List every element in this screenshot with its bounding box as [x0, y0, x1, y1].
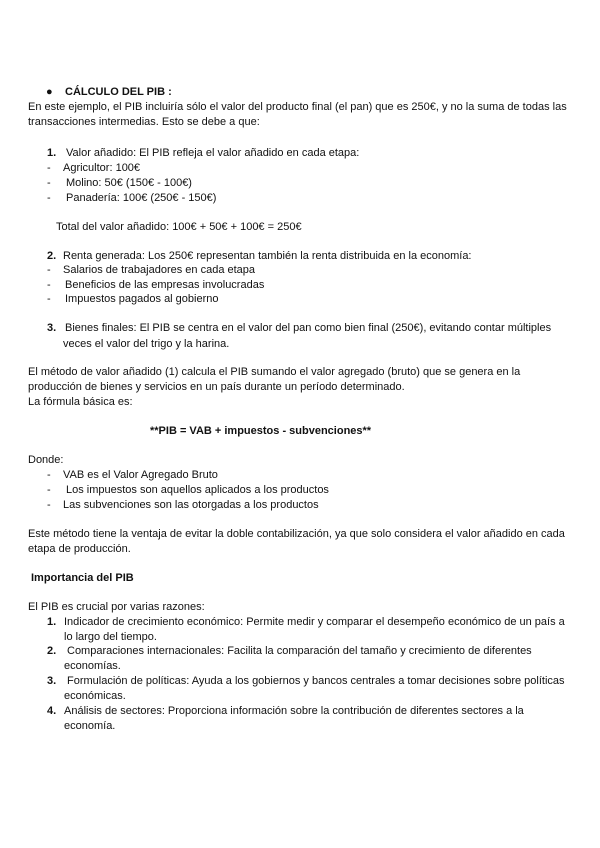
paragraph-line: etapa de producción. [28, 543, 131, 555]
dash-icon: - [47, 279, 51, 291]
list-item: veces el valor del trigo y la harina. [63, 338, 230, 350]
list-number: 3. [47, 322, 57, 334]
donde-label: Donde: [28, 454, 64, 466]
list-item: económicas. [64, 690, 126, 702]
list-item: Comparaciones internacionales: Facilita la comparación del tamaño y crecimiento de diferentes [67, 645, 532, 657]
list-item: economía. [64, 720, 116, 732]
dash-icon: - [47, 177, 51, 189]
dash-icon: - [47, 293, 51, 305]
dash-item: Panadería: 100€ (250€ - 150€) [66, 192, 217, 204]
dash-item: Los impuestos son aquellos aplicados a los productos [66, 484, 329, 496]
dash-icon: - [47, 499, 51, 511]
list-item: lo largo del tiempo. [64, 631, 157, 643]
list-item: economías. [64, 660, 121, 672]
list-number: 2. [47, 250, 57, 262]
paragraph-line: En este ejemplo, el PIB incluiría sólo el valor del producto final (el pan) que es 250€, y no la suma de todas las [28, 101, 567, 113]
paragraph-line: El método de valor añadido (1) calcula el PIB sumando el valor agregado (bruto) que se genera en la [28, 366, 521, 378]
dash-item: Las subvenciones son las otorgadas a los productos [63, 499, 319, 511]
dash-item: Impuestos pagados al gobierno [65, 293, 219, 305]
list-item: Indicador de crecimiento económico: Permite medir y comparar el desempeño económico de un país a [64, 616, 565, 628]
dash-icon: - [47, 192, 51, 204]
list-number: 1. [47, 147, 57, 159]
list-item: Valor añadido: El PIB refleja el valor añadido en cada etapa: [66, 147, 360, 159]
list-number: 4. [47, 705, 57, 717]
paragraph-line: transacciones intermedias. Esto se debe a que: [28, 116, 260, 128]
dash-icon: - [47, 264, 51, 276]
list-number: 1. [47, 616, 57, 628]
dash-item: Beneficios de las empresas involucradas [65, 279, 265, 291]
total-line: Total del valor añadido: 100€ + 50€ + 100€ = 250€ [56, 221, 302, 233]
list-item: Renta generada: Los 250€ representan también la renta distribuida en la economía: [63, 250, 472, 262]
list-item: Análisis de sectores: Proporciona información sobre la contribución de diferentes sectores a la [64, 705, 524, 717]
list-item: Formulación de políticas: Ayuda a los gobiernos y bancos centrales a tomar decisiones sobre políticas [67, 675, 565, 687]
paragraph-line: La fórmula básica es: [28, 396, 133, 408]
dash-icon: - [47, 162, 51, 174]
paragraph-line: El PIB es crucial por varias razones: [28, 601, 205, 613]
list-number: 3. [47, 675, 57, 687]
formula: **PIB = VAB + impuestos - subvenciones** [150, 425, 372, 437]
dash-item: VAB es el Valor Agregado Bruto [63, 469, 218, 481]
bullet-icon: ● [46, 86, 53, 98]
dash-item: Molino: 50€ (150€ - 100€) [66, 177, 192, 189]
subheading: Importancia del PIB [31, 572, 134, 584]
dash-item: Salarios de trabajadores en cada etapa [63, 264, 256, 276]
list-number: 2. [47, 645, 57, 657]
paragraph-line: Este método tiene la ventaja de evitar la doble contabilización, ya que solo considera el valor añadido en cada [28, 528, 565, 540]
list-item: Bienes finales: El PIB se centra en el valor del pan como bien final (250€), evitando contar múltiples [65, 322, 552, 334]
section-heading: CÁLCULO DEL PIB : [65, 86, 172, 98]
dash-item: Agricultor: 100€ [63, 162, 141, 174]
dash-icon: - [47, 484, 51, 496]
paragraph-line: producción de bienes y servicios en un país durante un período determinado. [28, 381, 405, 393]
dash-icon: - [47, 469, 51, 481]
